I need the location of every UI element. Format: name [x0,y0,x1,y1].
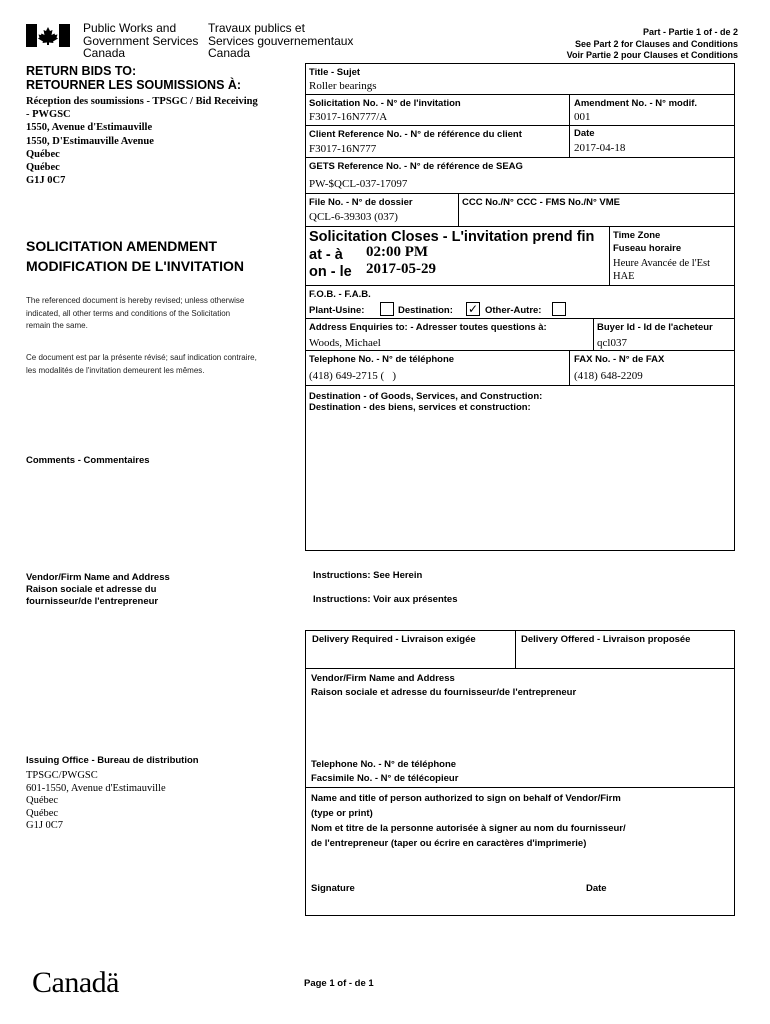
destination-checkbox[interactable]: ✓ [467,302,479,316]
issuing-office-label: Issuing Office - Bureau de distribution [26,755,199,766]
other-autre-checkbox[interactable] [552,302,566,316]
closes-at-label: at - à [309,247,343,263]
fax-label: FAX No. - N° de FAX [574,354,665,365]
fax-value: (418) 648-2209 [574,370,643,382]
closes-time-value: 02:00 PM [366,244,429,260]
delivery-offered-label: Delivery Offered - Livraison proposée [521,634,691,645]
signature-date-label: Date [586,883,607,894]
title-label: Title - Sujet [309,67,361,78]
solicitation-no-label: Solicitation No. - N° de l'invitation [309,98,461,109]
closes-on-label: on - le [309,264,352,280]
telephone-label: Telephone No. - N° de téléphone [309,354,455,365]
plant-usine-label: Plant-Usine: [309,305,365,316]
time-zone-value: Heure Avancée de l'Est HAE [613,258,711,282]
signature-label: Signature [311,883,355,894]
delivery-required-label: Delivery Required - Livraison exigée [312,634,476,645]
vendor-name-address-label: Vendor/Firm Name and Address Raison sociale et adresse du fournisseur/de l'entrepreneur [311,673,577,698]
client-ref-value: F3017-16N777 [309,143,377,155]
canada-wordmark-logo: Canadä [32,966,119,999]
amendment-no-value: 001 [574,111,591,123]
department-name-en: Public Works and Government Services Canada [83,21,199,60]
canada-flag-icon [26,24,70,47]
amendment-no-label: Amendment No. - N° modif. [574,98,698,109]
solicitation-closes-label: Solicitation Closes - L'invitation prend fin [309,229,595,245]
department-name-fr: Travaux publics et Services gouvernementaux Canada [208,21,354,60]
vendor-name-left-label: Vendor/Firm Name and Address Raison sociale et adresse du fournisseur/de l'entrepreneur [26,572,170,607]
solicitation-no-value: F3017-16N777/A [309,111,388,123]
enquiries-value: Woods, Michael [309,337,381,349]
vendor-facsimile-label: Facsimile No. - N° de télécopieur [311,773,459,784]
destination-goods-label: Destination - of Goods, Services, and Construction: Destination - des biens, services et construction: [309,391,543,413]
time-zone-label: Time Zone Fuseau horaire [613,230,682,254]
vendor-telephone-label: Telephone No. - N° de téléphone [311,759,457,770]
instructions-fr: Instructions: Voir aux présentes [313,594,458,605]
date-value: 2017-04-18 [574,142,626,154]
buyer-id-label: Buyer Id - Id de l'acheteur [597,322,713,333]
gets-ref-value: PW-$QCL-037-17097 [309,178,408,190]
instructions-en: Instructions: See Herein [313,570,423,581]
closes-date-value: 2017-05-29 [366,261,436,277]
destination-label: Destination: [398,305,453,316]
return-bids-title: RETURN BIDS TO: RETOURNER LES SOUMISSIONS À: [26,64,242,92]
plant-usine-checkbox[interactable] [380,302,394,316]
fob-label: F.O.B. - F.A.B. [309,289,371,300]
return-bids-address: Réception des soumissions - TPSGC / Bid Receiving - PWGSC 1550, Avenue d'Estimauville 1550, D'Estimauville Avenue Québec Québec G1J 0C7 [26,96,258,187]
title-value: Roller bearings [309,80,377,92]
other-autre-label: Other-Autre: [485,305,542,316]
issuing-office-address: TPSGC/PWGSC 601-1550, Avenue d'Estimauville Québec Québec G1J 0C7 [26,770,166,831]
amendment-title: SOLICITATION AMENDMENT MODIFICATION DE L'INVITATION [26,238,244,274]
enquiries-label: Address Enquiries to: - Adresser toutes questions à: [309,322,547,333]
buyer-id-value: qcl037 [597,337,627,349]
telephone-value: (418) 649-2715 ( ) [309,370,397,382]
amendment-text-fr: Ce document est par la présente révisé; sauf indication contraire, les modalités de l'invitation demeurent les mêmes. [26,353,257,375]
file-no-label: File No. - N° de dossier [309,197,413,208]
amendment-text-en: The referenced document is hereby revised; unless otherwise indicated, all other terms and conditions of the Solicitation remain the same. [26,296,245,330]
ccc-no-label: CCC No./N° CCC - FMS No./N° VME [462,197,621,208]
client-ref-label: Client Reference No. - N° de référence du client [309,129,522,140]
authorized-signer-label: Name and title of person authorized to sign on behalf of Vendor/Firm (type or print) Nom et titre de la personne autorisée à signer au nom du fournisseur/ de l'entrepreneur (taper ou écrire en caractères d'imprimerie) [311,793,626,849]
part-info: Part - Partie 1 of - de 2 See Part 2 for Clauses and Conditions Voir Partie 2 pour Clauses et Conditions [566,27,738,60]
page-number: Page 1 of - de 1 [304,978,374,989]
file-no-value: QCL-6-39303 (037) [309,211,398,223]
comments-label: Comments - Commentaires [26,455,150,466]
date-label: Date [574,128,595,139]
gets-ref-label: GETS Reference No. - N° de référence de SEAG [309,161,523,172]
